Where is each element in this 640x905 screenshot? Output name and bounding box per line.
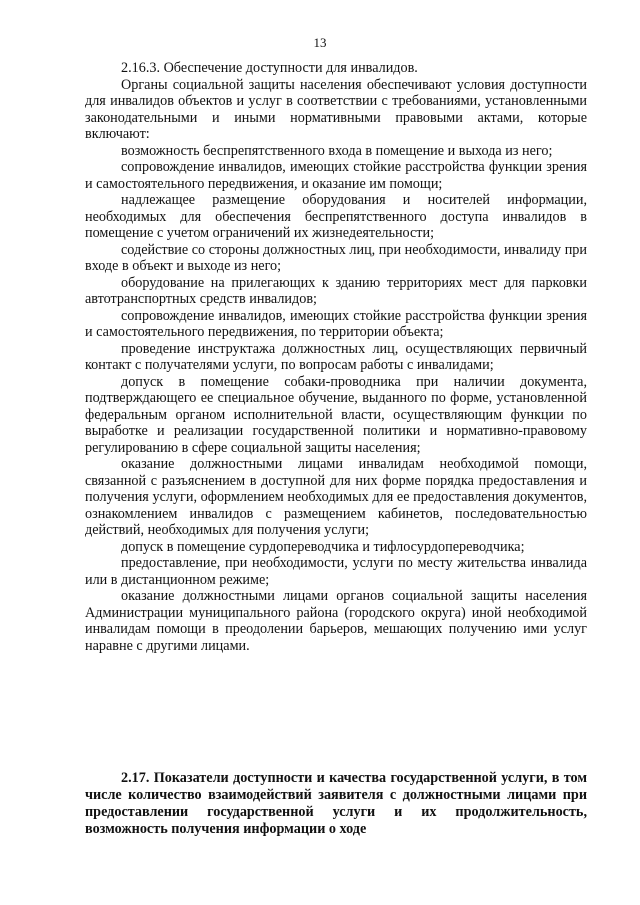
document-body (85, 60, 587, 654)
section-heading-2-17: 2.17. Показатели доступности и качества государственной услуги, в том числе количество взаимодействий заявителя с должностными лицами при предоставлении государственной услуги и их продолжительность, возможность получения информации о ходе (85, 770, 587, 837)
list-item: предоставление, при необходимости, услуги по месту жительства инвалида или в дистанционном режиме; (85, 555, 587, 588)
list-item: оказание должностными лицами органов социальной защиты населения Администрации муниципального района (городского округа) иной необходимой инвалидам помощи в преодолении барьеров, мешающих получению ими услуг наравне с другими лицами. (85, 588, 587, 654)
list-item: проведение инструктажа должностных лиц, осуществляющих первичный контакт с получателями услуги, по вопросам работы с инвалидами; (85, 340, 587, 373)
section-heading-2-16-3: 2.16.3. Обеспечение доступности для инвалидов. (121, 60, 418, 76)
page-number: 13 (313, 35, 327, 50)
list-item: сопровождение инвалидов, имеющих стойкие расстройства функции зрения и самостоятельного передвижения, по территории объекта; (85, 307, 587, 340)
list-item: надлежащее размещение оборудования и носителей информации, необходимых для обеспечения беспрепятственного доступа инвалидов в помещение с учетом ограничений их жизнедеятельности; (85, 192, 587, 241)
list-item: возможность беспрепятственного входа в помещение и выхода из него; (121, 142, 553, 159)
list-item: оборудование на прилегающих к зданию территориях мест для парковки автотранспортных средств инвалидов; (85, 274, 587, 307)
list-item: сопровождение инвалидов, имеющих стойкие расстройства функции зрения и самостоятельного передвижения, и оказание им помощи; (85, 159, 587, 192)
list-item: оказание должностными лицами инвалидам необходимой помощи, связанной с разъяснением в доступной для них форме порядка предоставления и получения услуги, оформлением необходимых для ее предоставления документов, ознакомлением инвалидов с размещением кабинетов, последовательностью действий, необходимых для получения услуги; (85, 456, 587, 538)
list-item: допуск в помещение сурдопереводчика и тифлосурдопереводчика; (121, 538, 525, 555)
list-item: содействие со стороны должностных лиц, при необходимости, инвалиду при входе в объект и выходе из него; (85, 241, 587, 274)
section-intro-paragraph: Органы социальной защиты населения обеспечивают условия доступности для инвалидов объектов и услуг в соответствии с требованиями, установленными законодательными и иными нормативными правовыми актами, которые включают: (85, 76, 587, 142)
list-item: допуск в помещение собаки-проводника при наличии документа, подтверждающего ее специальное обучение, выданного по форме, установленной федеральным органом исполнительной власти, осуществляющим функции по выработке и реализации государственной политики и нормативно-правовому регулированию в сфере социальной защиты населения; (85, 373, 587, 456)
